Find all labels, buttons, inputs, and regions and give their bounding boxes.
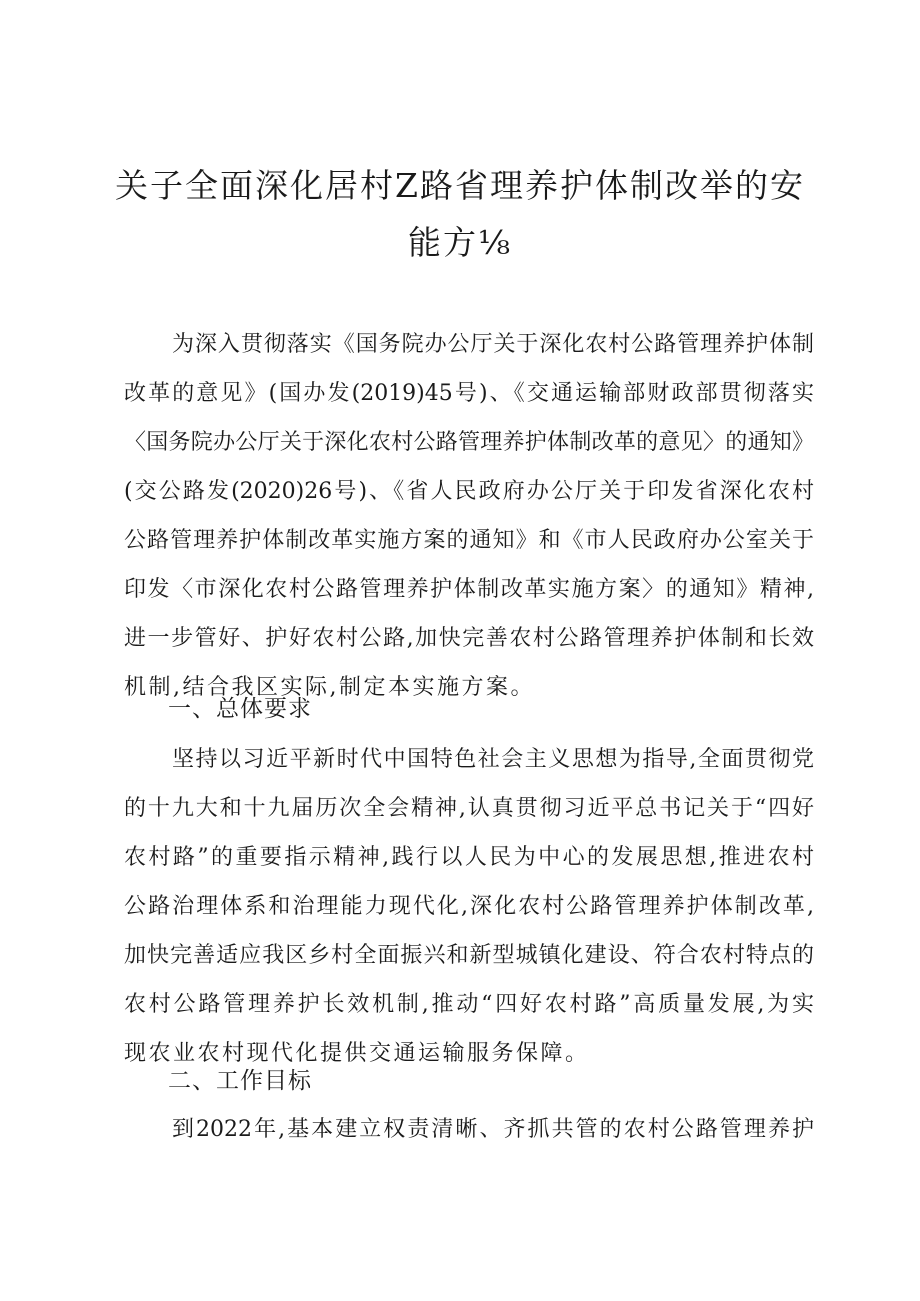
paragraph-line: 现农业农村现代化提供交通运输服务保障。 (124, 1041, 590, 1066)
paragraph-line: 〈国务院办公厅关于深化农村公路管理养护体制改革的意见〉的通知》 (124, 430, 814, 455)
section-heading-work-goals: 二、工作目标 (168, 1068, 312, 1094)
paragraph-line: 坚持以习近平新时代中国特色社会主义思想为指导,全面贯彻党 (172, 747, 814, 772)
work-goals-paragraph (124, 1105, 814, 1154)
paragraph-line: 改革的意见》(国办发(2019)45号)、《交通运输部财政部贯彻落实 (124, 381, 814, 406)
paragraph-line: 农村公路管理养护长效机制,推动“四好农村路”高质量发展,为实 (124, 992, 814, 1017)
section-heading-general-requirements: 一、总体要求 (168, 696, 312, 722)
paragraph-line: 公路治理体系和治理能力现代化,深化农村公路管理养护体制改革, (124, 894, 814, 919)
paragraph-line: 机制,结合我区实际,制定本实施方案。 (124, 675, 535, 700)
paragraph-line: 农村路”的重要指示精神,践行以人民为中心的发展思想,推进农村 (124, 845, 814, 870)
paragraph-line: 到2022年,基本建立权责清晰、齐抓共管的农村公路管理养护 (172, 1117, 814, 1142)
general-requirements-paragraph (124, 735, 814, 1078)
paragraph-line: 的十九大和十九届历次全会精神,认真贯彻习近平总书记关于“四好 (124, 796, 814, 821)
paragraph-line: 印发〈市深化农村公路管理养护体制改革实施方案〉的通知》精神, (124, 577, 814, 602)
paragraph-line: 进一步管好、护好农村公路,加快完善农村公路管理养护体制和长效 (124, 626, 814, 651)
paragraph-line: (交公路发(2020)26号)、《省人民政府办公厅关于印发省深化农村 (124, 479, 814, 504)
paragraph-line: 加快完善适应我区乡村全面振兴和新型城镇化建设、符合农村特点的 (124, 943, 814, 968)
paragraph-line: 为深入贯彻落实《国务院办公厅关于深化农村公路管理养护体制 (172, 332, 814, 357)
intro-paragraph (124, 320, 814, 712)
paragraph-line: 公路管理养护体制改革实施方案的通知》和《市人民政府办公室关于 (124, 528, 814, 553)
document-title-line-2: 能方⅛ (408, 223, 512, 262)
document-title-line-1: 关子全面深化居村Z路省理养护体制改举的安 (115, 166, 805, 205)
